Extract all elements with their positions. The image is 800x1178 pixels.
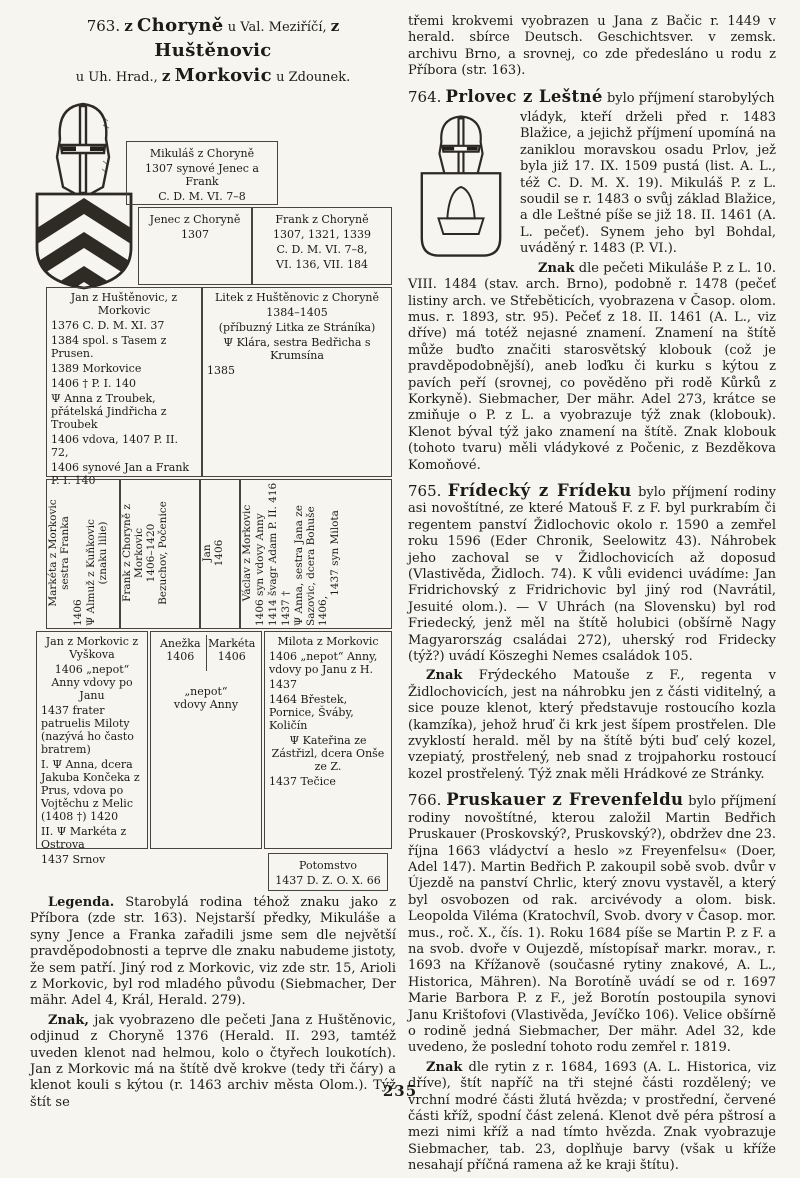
znak-763-paragraph: Znak, jak vyobrazeno dle pečeti Jana z Huštěnovic, odjinud z Choryně 1376 (Herald. II. 293, tamtéž uveden klenot nad helmou, kolo o čtyřech loukotích). Jan z Morkovic má na štítě dvě krokve (tedy tři čáry) a klenot kouli s kýtou (r. 1463 archiv města Olom.). Týž štít se bbox=[30, 1012, 397, 1110]
article-764-body: vládyk, kteří drželi před r. 1483 Blažice, a jejichž příjmení upomíná na zaniklou moravskou osadu Prlov, jež byla již 17. IX. 1509 pustá (list. A. L., též C. D. M. X. 19). Mikuláš P. z L. soudil se r. 1483 o svůj základ Blažice, a dle Leštné píše se již 18. II. 1461 (A. L. pečeť). Synem jeho byl Bohdal, uváděný r. 1483 (P. VI.). bbox=[408, 110, 776, 258]
genealogy-tree bbox=[30, 95, 396, 895]
tree-box-jenec: Jenec z Choryně 1307 bbox=[138, 207, 252, 285]
right-column bbox=[408, 14, 776, 1178]
tree-box-frank-vertical: Frank z Choryně z Morkovic 1406–1420 Bezuchov, Počenice bbox=[120, 479, 200, 629]
article-766: 766. Pruskauer z Frevenfeldu bylo příjmení rodiny novoštítné, kterou založil Martin Bedřich Pruskauer (Proskovský?, Pruskovský?), obdržev dne 23. října 1663 vládyctví a heslo »z Freyenfelsu« (Doer, Adel 147). Martin Bedřich P. zakoupil sobě svob. dvůr v Újezdě na panství Chrlic, který znovu vystavěl, a který byl osvobozen od rak. arcivévody a olom. bisk. Leopolda Viléma (Kratochvíl, Svob. dvory v Časop. mor. mus., roč. X., čís. 1). Roku 1684 píše se Martin P. z F. a na svob. dvoře v Oujezdě, místopísař markr. morav., r. 1693 na Křížanově (současné rytiny znakové, A. L., Historica, Mähren). Na Borotíně uvádí se od r. 1697 Marie Barbora P. z F., jež Borotín postoupila synovi Janu Krištofovi (Vlastivěda, Jevíčko 106). Velice obšírně o rodině jedná Siebmacher, Der mähr. Adel 32, kde uvedeno, že poslední tohoto rodu zemřel r. 1819. bbox=[408, 790, 776, 1056]
legenda-paragraph: Legenda. Starobylá rodina téhož znaku jako z Příbora (zde str. 163). Nejstarší předky, Mikuláše a syny Jence a Franka zařadili jsme sem dle největší pravděpodobnosti a teprve dle znaku nabudeme jistoty, že sem patří. Jiný rod z Morkovic, viz zde str. 15, Arioli z Morkovic, byl rod mladého původu (Siebmacher, Der mähr. Adel 4, Král, Herald. 279). bbox=[30, 895, 396, 1009]
tree-box-vaclav-vertical: Václav z Morkovic 1406 syn vdovy Anny 1414 švagr Adam P. II. 416 1437 † Ψ Anna, sestra Jana ze Sazovic, dcera Bohuše 1406, 1437 syn Milota bbox=[240, 479, 392, 629]
tree-box-mikulas: Mikuláš z Choryně 1307 synové Jenec a Frank C. D. M. VI. 7–8 bbox=[126, 141, 278, 205]
tree-box-jan-vertical: Jan 1406 bbox=[200, 479, 240, 629]
article-number: 763. bbox=[86, 17, 121, 35]
coat-of-arms-chevrons-icon bbox=[30, 97, 138, 291]
tree-box-jan-hustenovic: Jan z Huštěnovic, z Morkovic 1376 C. D. M. XI. 37 1384 spol. s Tasem z Prusen. 1389 Morkovice 1406 † P. I. 140 Ψ Anna z Troubek, přátelská Jindřicha z Troubek 1406 vdova, 1407 P. II. 72, 1406 synové Jan a Frank P. I. 140 bbox=[46, 287, 202, 477]
left-column bbox=[30, 14, 396, 1114]
znak-766-paragraph: Znak dle rytin z r. 1684, 1693 (A. L. Historica, viz dříve), štít napříč na tři stejné části rozdělený; ve vrchní modré části žlutá hvězda; v prostřední, červené části kříž, spodní část zelená. Klenot dvě péra pštrosí a mezi nimi kříž a nad tímto hvězda. Znak vyobrazuje Siebmacher, tab. 23, doplňuje barvy (však u kříže nesahají příčná ramena až ke kraji štítu). bbox=[408, 1059, 776, 1174]
tree-box-litek: Litek z Huštěnovic z Choryně 1384–1405 (příbuzný Litka ze Stráníka) Ψ Klára, sestra Bedřicha s Krumsína 1385 bbox=[202, 287, 392, 477]
title-line-1: 763. z Choryně u Val. Meziříčí, z Huštěnovic bbox=[86, 15, 340, 61]
tree-box-potomstvo: Potomstvo 1437 D. Z. O. X. 66 bbox=[268, 853, 388, 891]
title-line-2: u Uh. Hrad., z Morkovic u Zdounek. bbox=[75, 65, 351, 86]
article-764-heading: 764. Prlovec z Leštné bylo příjmení starobylých bbox=[408, 86, 775, 106]
page-number: 235 bbox=[382, 1082, 418, 1100]
znak-764-paragraph: Znak dle pečeti Mikuláše P. z L. 10. VIII. 1484 (stav. arch. Brno), podobně r. 1478 (pečeť listiny arch. ve Střeběticích, vyobrazena v Časop. olom. mus. r. 1893, str. 95). Pečeť z 18. II. 1461 (A. L., viz dříve) má totéž nejasné znamení. Znamení na štítě může buďto značiti starosvětský klobouk (což je pravděpodobnější), aneb loďku či kurku s kýtou z pavích peří (srovnej, co pověděno při rodě Kůrků z Korkyně). Siebmacher, Der mähr. Adel 273, krátce se zmiňuje o P. z L. a vyobrazuje týž znak (klobouk). Klenot býval týž jako znamení na štítě. Znak klobouk (tohoto tvaru) měli vládykové z Počenic, z Bezděkova Komoňové. bbox=[408, 260, 776, 473]
coat-of-arms-hat-icon bbox=[412, 112, 510, 260]
tree-box-milota: Milota z Morkovic 1406 „nepot“ Anny, vdovy po Janu z H. 1437 1464 Břestek, Pornice, Šváby, Količín Ψ Kateřina ze Zástřizl, dcera Onše ze Z. 1437 Tečice bbox=[264, 631, 392, 849]
tree-box-frank: Frank z Choryně 1307, 1321, 1339 C. D. M. VI. 7–8, VI. 136, VII. 184 bbox=[252, 207, 392, 285]
tree-box-jan-morkovic: Jan z Morkovic z Vyškova 1406 „nepot“ Anny vdovy po Janu 1437 frater patruelis Miloty (nazývá ho často bratrem) I. Ψ Anna, dcera Jakuba Končeka z Prus, vdova po Vojtěchu z Melic (1408 †) 1420 II. Ψ Markéta z Ostrova 1437 Srnov bbox=[36, 631, 148, 849]
tree-box-anezka-marketa bbox=[150, 631, 262, 849]
shared-note: „nepot“ vdovy Anny bbox=[173, 685, 239, 711]
tree-box-marketa-vertical: Markéta z Morkovic sestra Franka 1406 Ψ Almuž z Kuňkovic (znaku lilie) bbox=[46, 479, 120, 629]
article-763-title bbox=[30, 14, 396, 89]
cell-marketa: Markéta 1406 bbox=[208, 637, 256, 663]
cell-anezka: Anežka 1406 bbox=[155, 635, 207, 671]
article-765: 765. Frídecký z Frídeku bylo příjmení rodiny asi novoštítné, ze které Matouš F. z F. byl purkrabím či regentem panství Židlochovic okolo r. 1590 a zemřel roku 1596 (Eder Chronik, Seelowitz 43). Náhrobek jeho zachoval se v Židlochovicích až doposud (Vlastivěda, Židloch. 74). K vůli evidenci uvádíme: Jan Fridrichovský z Fridrichovic byl jiný rod (Navrátil, Jesuité olom.). — V Uhrách (na Slovensku) byl rod Friedecký, jenž měl na štítě holubici (obšírně Nagy Magyarország családai 272), uherský rod Fridecky (týž?) uvádí Köszeghi Nemes családok 105. bbox=[408, 480, 776, 665]
znak-765-paragraph: Znak Frýdeckého Matouše z F., regenta v Židlochovicích, jest na náhrobku jen z části viditelný, a sice pouze klenot, který představuje rostoucího kozla (kamzíka), jehož hruď či krk jest šípem prostřelen. Dle zvyklostí herald. měl by na štítě býti buď celý kozel, vzepiatý, prostřelený, neb snad z trojpahorku rostoucí kozel prostřelený. Týž znak měli Hrádkové ze Stránky. bbox=[408, 668, 776, 782]
continuation-paragraph: třemi krokvemi vyobrazen u Jana z Bačic r. 1449 v herald. sbírce Deutsch. Geschichtsver. v zemsk. archivu Brno, a srovnej, co zde předesláno u rodu z Příbora (str. 163). bbox=[408, 14, 776, 79]
